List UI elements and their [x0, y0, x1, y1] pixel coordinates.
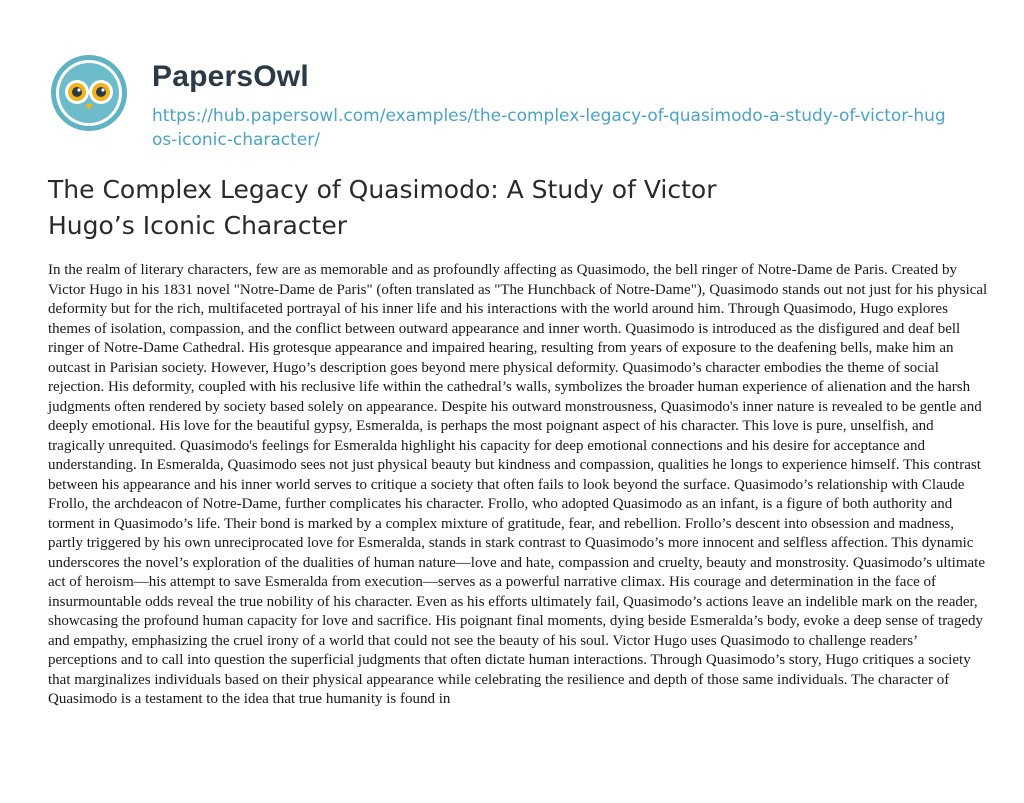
site-header [48, 28, 978, 158]
article-body: In the realm of literary characters, few are as memorable and as profoundly affecting as Quasimodo, the bell ringer of Notre-Dame de Paris. Created by Victor Hugo in his 1831 novel "Notre-Dame de Paris" (often translated as "The Hunchback of Notre-Dame"), Quasimodo stands out not just for his physical deformity but for the rich, multifaceted portrayal of his inner life and his interactions with the world around him. Through Quasimodo, Hugo explores themes of isolation, compassion, and the conflict between outward appearance and inner worth. Quasimodo is introduced as the disfigured and deaf bell ringer of Notre-Dame Cathedral. His grotesque appearance and impaired hearing, resulting from years of exposure to the deafening bells, make him an outcast in Parisian society. However, Hugo’s description goes beyond mere physical deformity. Quasimodo’s character embodies the theme of social rejection. His deformity, coupled with his reclusive life within the cathedral’s walls, symbolizes the broader human experience of alienation and the harsh judgments often rendered by society based solely on appearance. Despite his outward monstrousness, Quasimodo's inner nature is revealed to be gentle and deeply emotional. His love for the beautiful gypsy, Esmeralda, is perhaps the most poignant aspect of his character. This love is pure, unselfish, and tragically unrequited. Quasimodo's feelings for Esmeralda highlight his capacity for deep emotional connections and his desire for acceptance and understanding. In Esmeralda, Quasimodo sees not just physical beauty but kindness and compassion, qualities he longs to experience himself. This contrast between his appearance and his inner world serves to critique a society that often fails to look beyond the surface. Quasimodo’s relationship with Claude Frollo, the archdeacon of Notre-Dame, further complicates his character. Frollo, who adopted Quasimodo as an infant, is a figure of both authority and torment in Quasimodo’s life. Their bond is marked by a complex mixture of gratitude, fear, and rebellion. Frollo’s descent into obsession and madness, partly triggered by his own unreciprocated love for Esmeralda, stands in stark contrast to Quasimodo’s more innocent and selfless affection. This dynamic underscores the novel’s exploration of the dualities of human nature—love and hate, compassion and cruelty, beauty and monstrosity. Quasimodo’s ultimate act of heroism—his attempt to save Esmeralda from execution—serves as a powerful narrative climax. His courage and determination in the face of insurmountable odds reveal the true nobility of his character. Even as his efforts ultimately fail, Quasimodo’s actions leave an indelible mark on the reader, showcasing the profound human capacity for love and sacrifice. His poignant final moments, dying beside Esmeralda’s body, evoke a deep sense of tragedy and empathy, emphasizing the cruel irony of a world that could not see the beauty of his soul. Victor Hugo uses Quasimodo to challenge readers’ perceptions and to call into question the superficial judgments that often dictate human interactions. Through Quasimodo’s story, Hugo critiques a society that marginalizes individuals based on their physical appearance while celebrating the resilience and depth of those same individuals. The character of Quasimodo is a testament to the idea that true humanity is found in [48, 262, 988, 707]
source-url-link[interactable]: https://hub.papersowl.com/examples/the-complex-legacy-of-quasimodo-a-study-of-victor-hugos-iconic-character/ [152, 106, 946, 150]
owl-logo-icon[interactable] [48, 52, 130, 134]
brand-name[interactable]: PapersOwl [152, 60, 309, 93]
article-title: The Complex Legacy of Quasimodo: A Study of Victor Hugo’s Iconic Character [48, 175, 717, 240]
